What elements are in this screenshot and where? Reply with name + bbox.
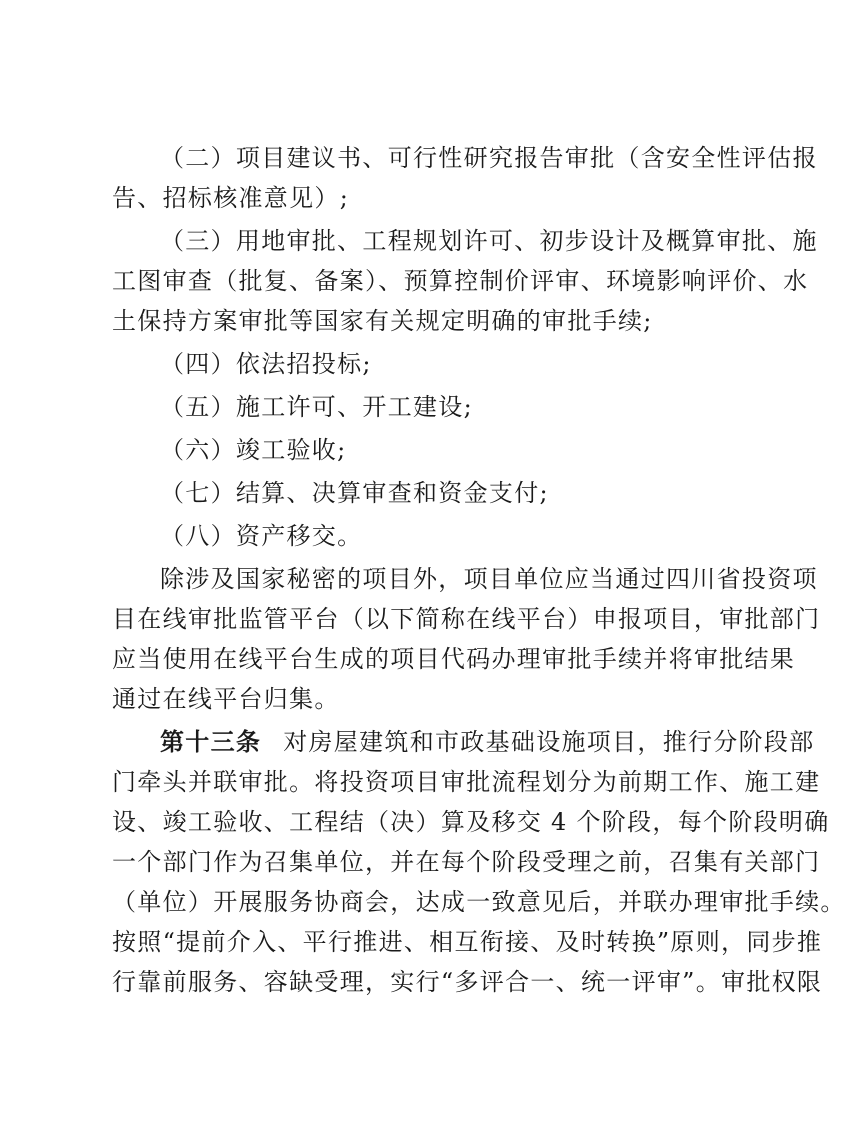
text-line: （三）用地审批、工程规划许可、初步设计及概算审批、施 xyxy=(160,227,818,255)
text-line: 门牵头并联审批。将投资项目审批流程划分为前期工作、施工建 xyxy=(112,768,821,796)
paragraph-item-3 xyxy=(112,221,818,341)
text-line: 设、竣工验收、工程结（决）算及移交 4 个阶段，每个阶段明确 xyxy=(112,808,830,836)
text-line: 告、招标核准意见）; xyxy=(112,184,350,212)
paragraph-online-platform xyxy=(112,559,821,719)
text-line: 按照“提前介入、平行推进、相互衔接、及时转换”原则，同步推 xyxy=(112,928,823,956)
text-line: （七）结算、决算审查和资金支付; xyxy=(160,479,549,507)
article-text: 对房屋建筑和市政基础设施项目，推行分阶段部 xyxy=(283,728,815,756)
text-line: （五）施工许可、开工建设; xyxy=(160,393,473,421)
article-heading: 第十三条 xyxy=(160,727,262,756)
text-line: （二）项目建议书、可行性研究报告审批（含安全性评估报 xyxy=(160,144,818,172)
text-line: 通过在线平台归集。 xyxy=(112,685,340,713)
text-line: 土保持方案审批等国家有关规定明确的审批手续; xyxy=(112,307,653,335)
text-line: 行靠前服务、容缺受理，实行“多评合一、统一评审”。审批权限 xyxy=(112,968,823,996)
text-line: 应当使用在线平台生成的项目代码办理审批手续并将审批结果 xyxy=(112,645,796,673)
paragraph-item-5 xyxy=(112,387,693,427)
document-body xyxy=(112,138,846,1002)
text-line: （六）竣工验收; xyxy=(160,436,347,464)
paragraph-item-8 xyxy=(112,516,693,556)
text-line: （八）资产移交。 xyxy=(160,522,363,550)
paragraph-item-4 xyxy=(112,344,693,384)
paragraph-item-2 xyxy=(112,138,818,218)
paragraph-item-7 xyxy=(112,473,693,513)
text-line: （四）依法招投标; xyxy=(160,350,372,378)
text-line: 目在线审批监管平台（以下简称在线平台）申报项目，审批部门 xyxy=(112,605,821,633)
text-line: （单位）开展服务协商会，达成一致意见后，并联办理审批手续。 xyxy=(112,888,846,916)
text-line xyxy=(112,722,815,762)
text-line: 除涉及国家秘密的项目外，项目单位应当通过四川省投资项 xyxy=(160,565,818,593)
text-line: 工图审查（批复、备案）、预算控制价评审、环境影响评价、水 xyxy=(112,267,809,295)
text-line: 一个部门作为召集单位，并在每个阶段受理之前，召集有关部门 xyxy=(112,848,821,876)
paragraph-item-6 xyxy=(112,430,693,470)
paragraph-article-13 xyxy=(112,722,846,1002)
